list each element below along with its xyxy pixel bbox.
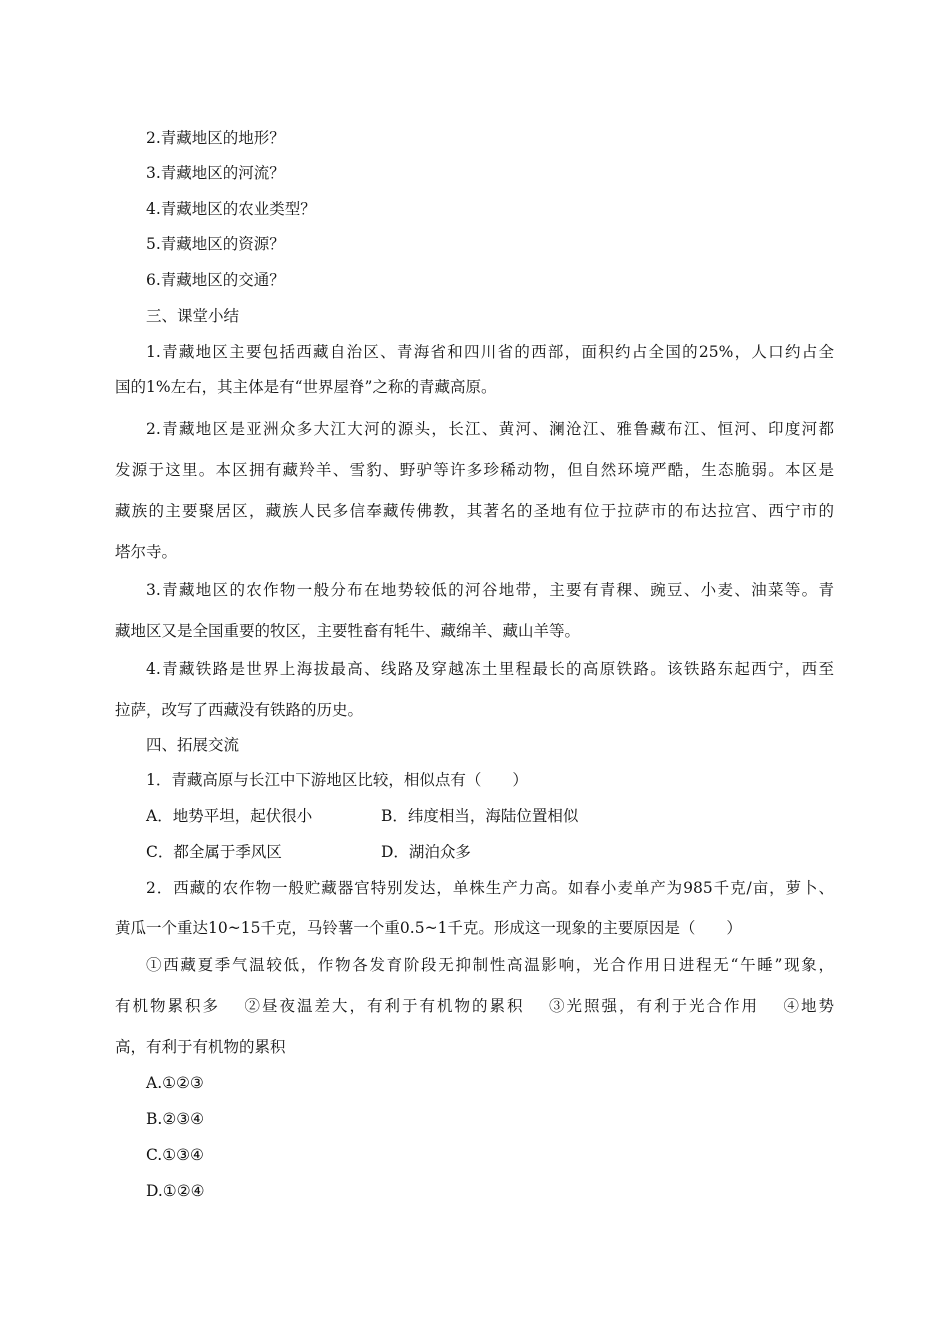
summary-p4-line1: 4.青藏铁路是世界上海拔最高、线路及穿越冻土里程最长的高原铁路。该铁路东起西宁，西至: [146, 660, 834, 678]
q2-option-b: B.②③④: [146, 1110, 205, 1128]
summary-p2-line1: 2.青藏地区是亚洲众多大江大河的源头，长江、黄河、澜沧江、雅鲁藏布江、恒河、印度河都: [146, 420, 834, 438]
section3-heading: 三、课堂小结: [146, 307, 240, 325]
q1-option-d: D．湖泊众多: [381, 843, 471, 861]
review-question-6: 6.青藏地区的交通？: [146, 271, 285, 289]
q1-option-a: A．地势平坦，起伏很小: [146, 807, 313, 825]
q2-option-c: C.①③④: [146, 1146, 204, 1164]
q2-statements-line1: ①西藏夏季气温较低，作物各发育阶段无抑制性高温影响，光合作用日进程无“午睡”现象，: [146, 956, 834, 974]
q1-option-b: B．纬度相当，海陆位置相似: [381, 807, 579, 825]
q2-option-a: A.①②③: [146, 1074, 204, 1092]
summary-p3-line1: 3.青藏地区的农作物一般分布在地势较低的河谷地带，主要有青稞、豌豆、小麦、油菜等。青: [146, 581, 834, 599]
q1-option-c: C．都全属于季风区: [146, 843, 282, 861]
section4-heading: 四、拓展交流: [146, 736, 240, 754]
q1-stem: 1．青藏高原与长江中下游地区比较，相似点有（ ）: [146, 771, 528, 789]
q2-stem-line1: 2．西藏的农作物一般贮藏器官特别发达，单株生产力高。如春小麦单产为985千克/亩，萝卜、: [146, 879, 834, 897]
summary-p4-line2: 拉萨，改写了西藏没有铁路的历史。: [115, 701, 364, 719]
review-question-3: 3.青藏地区的河流？: [146, 164, 285, 182]
summary-p1-line2: 国的1%左右，其主体是有“世界屋脊”之称的青藏高原。: [115, 378, 497, 396]
summary-p1-line1: 1.青藏地区主要包括西藏自治区、青海省和四川省的西部，面积约占全国的25%，人口约占全: [146, 343, 834, 361]
review-question-2: 2.青藏地区的地形？: [146, 129, 285, 147]
q2-statements-line3: 高，有利于有机物的累积: [115, 1038, 286, 1056]
q2-option-d: D.①②④: [146, 1182, 205, 1200]
summary-p3-line2: 藏地区又是全国重要的牧区，主要牲畜有牦牛、藏绵羊、藏山羊等。: [115, 622, 581, 640]
summary-p2-line4: 塔尔寺。: [115, 543, 178, 561]
review-question-5: 5.青藏地区的资源？: [146, 235, 285, 253]
summary-p2-line2: 发源于这里。本区拥有藏羚羊、雪豹、野驴等许多珍稀动物，但自然环境严酷，生态脆弱。本区是: [115, 461, 834, 479]
q2-statements-line2: 有机物累积多 ②昼夜温差大，有利于有机物的累积 ③光照强，有利于光合作用 ④地势: [115, 997, 834, 1015]
summary-p2-line3: 藏族的主要聚居区，藏族人民多信奉藏传佛教，其著名的圣地有位于拉萨市的布达拉宫、西宁市的: [115, 502, 834, 520]
q2-stem-line2: 黄瓜一个重达10~15千克，马铃薯一个重0.5~1千克。形成这一现象的主要原因是（ ）: [115, 919, 742, 937]
review-question-4: 4.青藏地区的农业类型？: [146, 200, 316, 218]
